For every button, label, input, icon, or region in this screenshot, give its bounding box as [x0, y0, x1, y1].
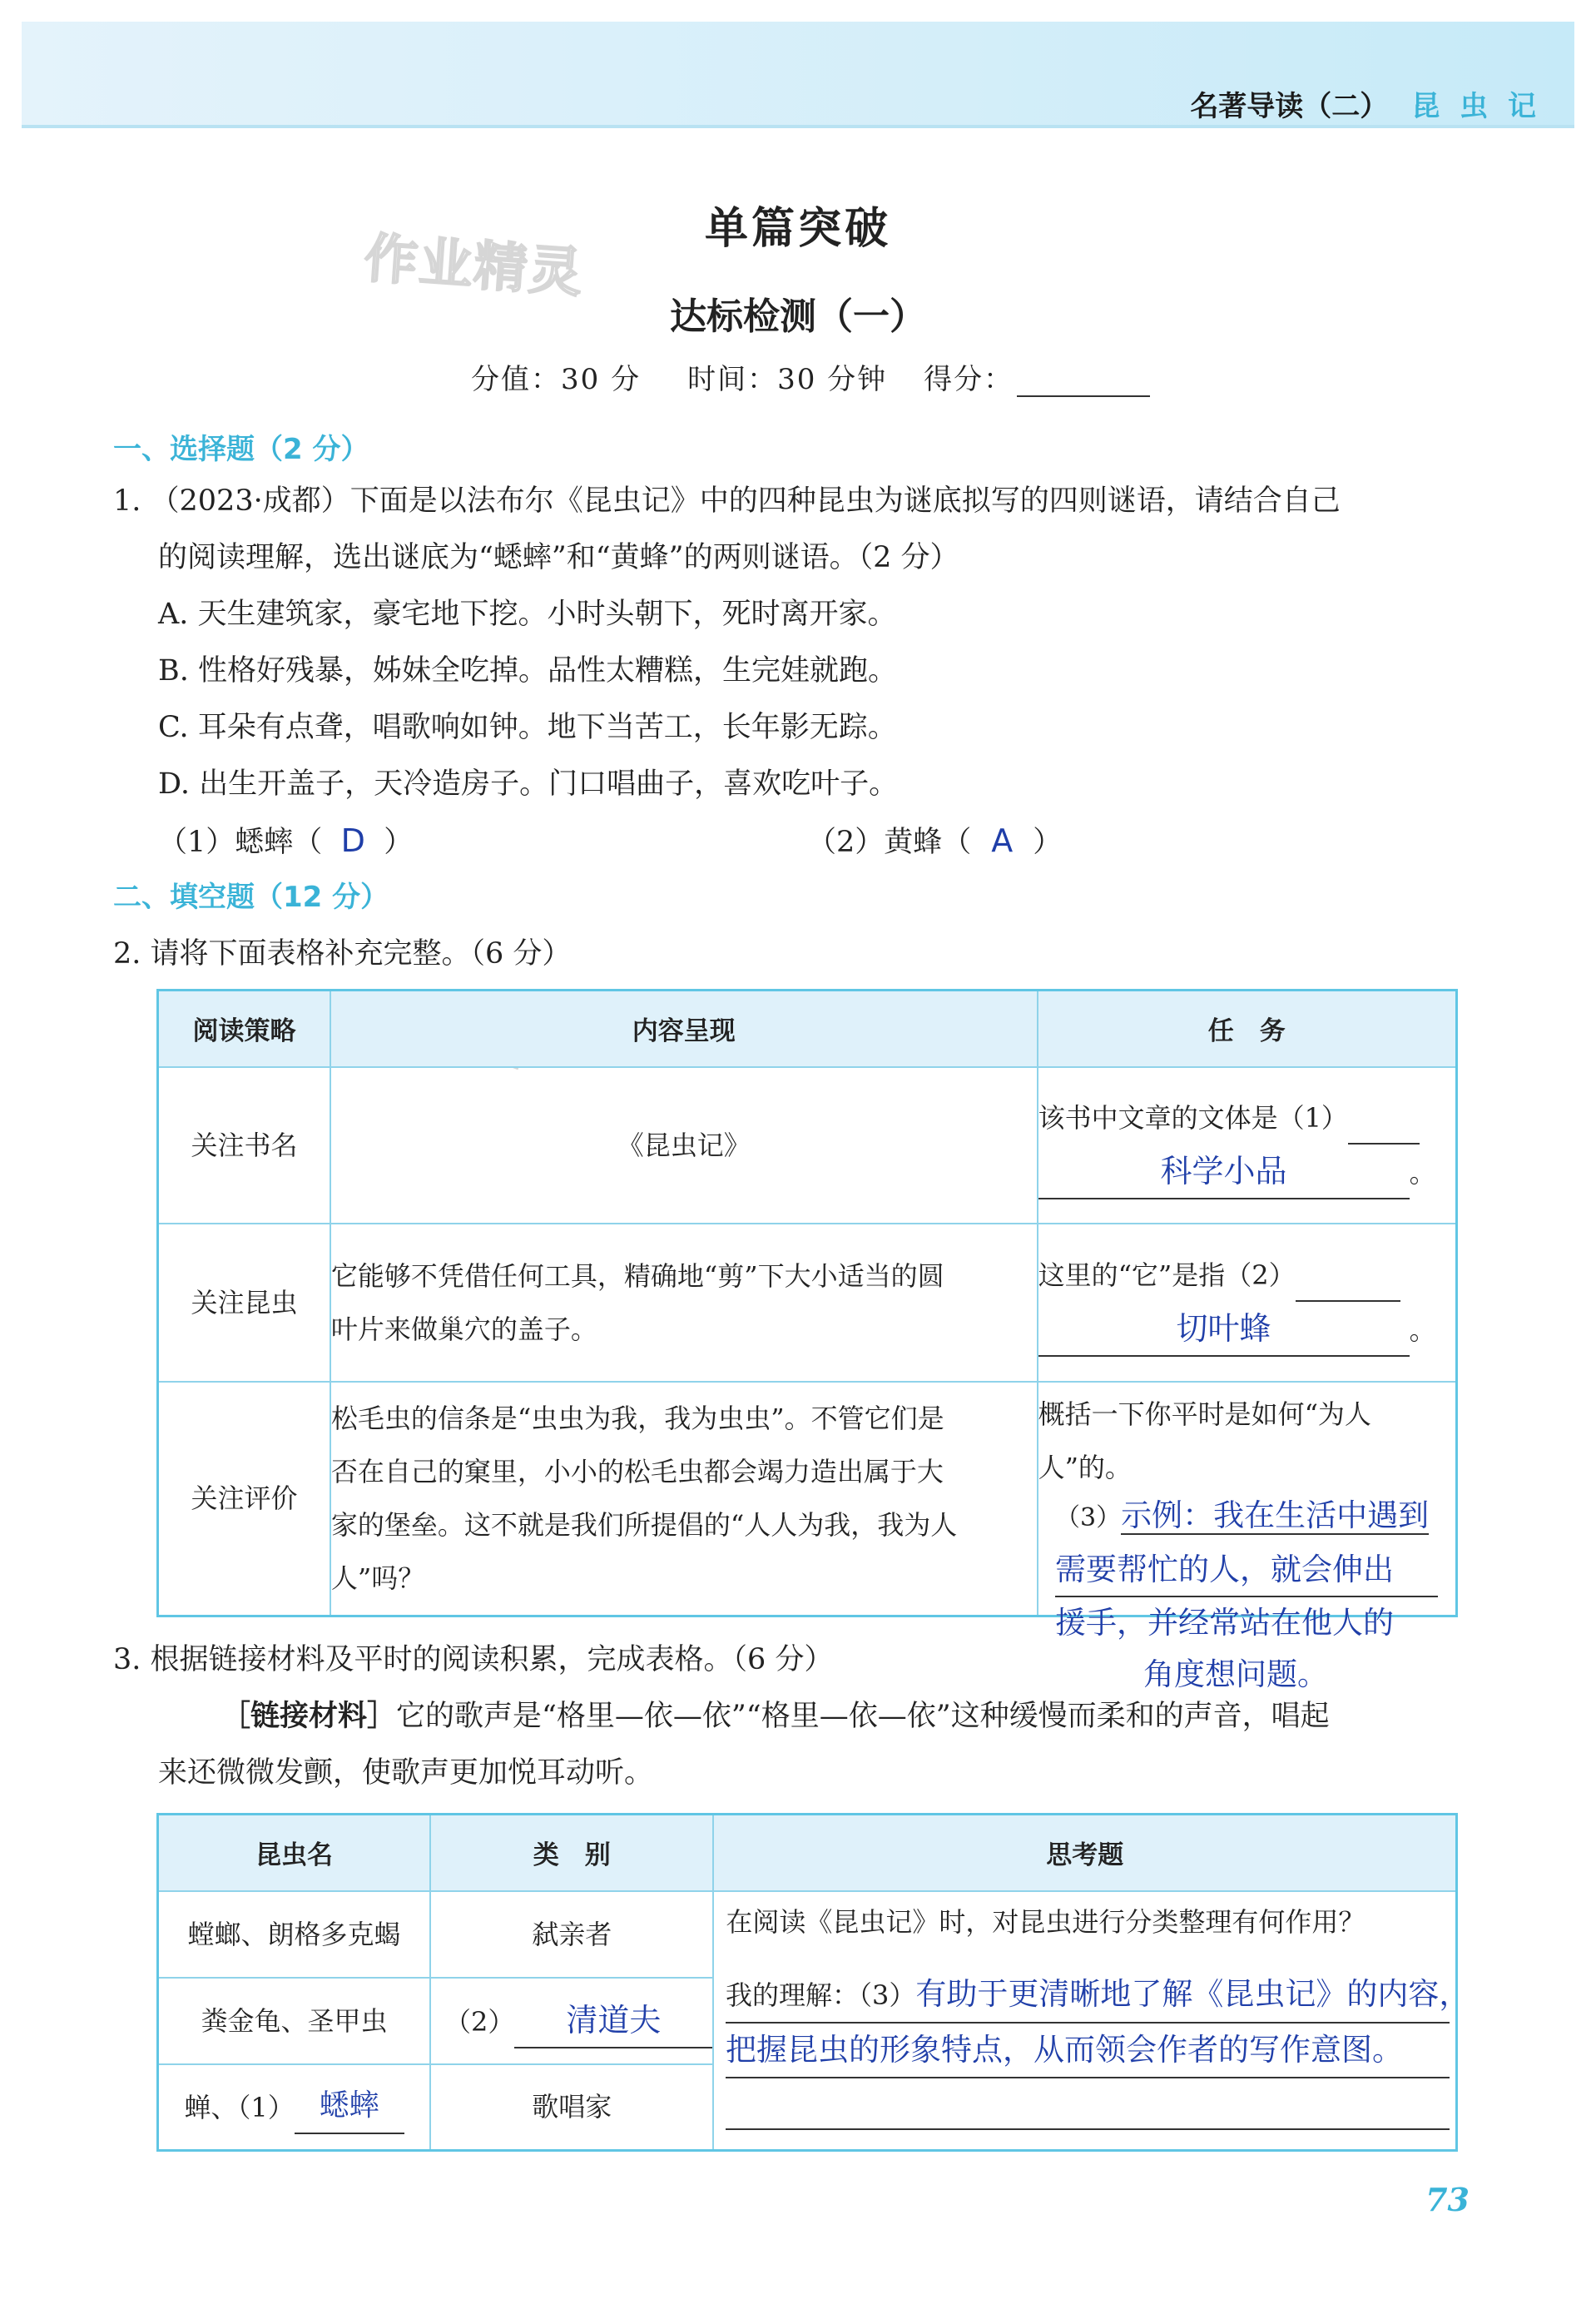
- score-value: 分值：30 分: [471, 363, 642, 396]
- column-header: 昆虫名: [158, 1815, 431, 1891]
- strategy-cell: 关注书名: [158, 1067, 330, 1224]
- link-text: 它的歌声是“格里—依—依”“格里—依—依”这种缓慢而柔和的声音，唱起: [396, 1700, 1330, 1733]
- answer-line: 需要帮忙的人，就会伸出: [1055, 1544, 1438, 1597]
- answer-3-2[interactable]: 清道夫: [514, 1994, 712, 2048]
- content-cell: 《昆虫记》: [330, 1067, 1038, 1224]
- question-1-line-2: 的阅读理解，选出谜底为“蟋蟀”和“黄蜂”的两则谜语。（2 分）: [158, 541, 959, 574]
- sub-question-2-label: （2）黄蜂（: [807, 826, 972, 859]
- link-material: [221, 1688, 1330, 1745]
- task-line: 概括一下你平时是如何“为人: [1038, 1398, 1371, 1430]
- answer-line: 角度想问题。: [1143, 1656, 1328, 1692]
- period: 。: [1409, 1156, 1436, 1189]
- sub-question-1-label: （1）蟋蟀（: [158, 826, 323, 859]
- category-cell: 歌唱家: [430, 2064, 713, 2151]
- content-line: 叶片来做巢穴的盖子。: [330, 1313, 597, 1345]
- question-3-stem: 3. 根据链接材料及平时的阅读积累，完成表格。（6 分）: [113, 1643, 834, 1676]
- answer-line: 示例：我在生活中遇到: [1121, 1497, 1430, 1533]
- paren-close: ）: [1033, 826, 1063, 859]
- answer-3-1[interactable]: 蟋蟀: [295, 2079, 404, 2134]
- link-label: ［链接材料］: [221, 1700, 397, 1733]
- content-line: 人”吗？: [330, 1562, 425, 1595]
- option-a: A. 天生建筑家，豪宅地下挖。小时头朝下，死时离开家。: [158, 598, 897, 631]
- option-b: B. 性格好残暴，姊妹全吃掉。品性太糟糕，生完娃就跑。: [158, 654, 897, 688]
- sub-question-2: [807, 812, 1062, 871]
- answer-1-2[interactable]: A: [991, 822, 1014, 859]
- paren-close: ）: [384, 826, 414, 859]
- section-heading-fill: 二、填空题（12 分）: [113, 881, 389, 914]
- answer-1-1[interactable]: D: [340, 822, 365, 859]
- strategy-cell: 关注昆虫: [158, 1224, 330, 1382]
- insect-name-cell: 粪金龟、圣甲虫: [158, 1978, 431, 2064]
- answer-label: （3）: [1055, 1503, 1122, 1532]
- page-subtitle: 达标检测（一）: [670, 295, 926, 338]
- insect-name-cell: [158, 2064, 431, 2151]
- page-title: 单篇突破: [704, 204, 891, 254]
- category-cell: [430, 1978, 713, 2064]
- strategy-cell: 关注评价: [158, 1382, 330, 1616]
- test-meta: [471, 356, 1150, 397]
- column-header: 任 务: [1038, 991, 1457, 1067]
- column-header: 思考题: [713, 1815, 1456, 1891]
- task-cell: [1038, 1224, 1457, 1382]
- answer-2-3[interactable]: [1055, 1490, 1463, 1701]
- watermark: 作业精灵: [362, 227, 586, 305]
- table-row: [158, 1067, 1457, 1224]
- option-c: C. 耳朵有点聋，唱歌响如钟。地下当苦工，长年影无踪。: [158, 711, 897, 744]
- question-2-stem: 2. 请将下面表格补充完整。（6 分）: [113, 937, 572, 971]
- section-heading-choice: 一、选择题（2 分）: [113, 433, 369, 466]
- book-title: 昆 虫 记: [1411, 90, 1541, 123]
- answer-2-2[interactable]: 切叶蜂: [1038, 1302, 1410, 1357]
- running-header: [1190, 83, 1541, 124]
- score-blank[interactable]: [1017, 367, 1150, 397]
- content-line: 它能够不凭借任何工具，精确地“剪”下大小适当的圆: [330, 1259, 944, 1292]
- sub-question-1: [158, 812, 413, 871]
- insect-name-cell: 螳螂、朗格多克蝎: [158, 1891, 431, 1978]
- task-line: 人”的。: [1038, 1451, 1132, 1483]
- blank-label: （2）: [444, 2005, 515, 2038]
- time-value: 时间：30 分钟: [687, 363, 888, 396]
- content-line: 松毛虫的信条是“虫虫为我，我为虫虫”。不管它们是: [330, 1403, 944, 1435]
- period: 。: [1409, 1313, 1436, 1346]
- table-row: [158, 1891, 1457, 1978]
- option-d: D. 出生开盖子，天冷造房子。门口唱曲子，喜欢吃叶子。: [158, 767, 899, 801]
- answer-line: 援手，并经常站在他人的: [1055, 1605, 1394, 1641]
- table-header-row: [158, 1815, 1457, 1891]
- answer-3-3-line-1[interactable]: 有助于更清晰地了解《昆虫记》的内容，: [915, 1976, 1470, 2012]
- content-cell: [330, 1224, 1038, 1382]
- page-number: 73: [1425, 2181, 1470, 2218]
- series-title: 名著导读（二）: [1190, 90, 1389, 123]
- score-got-label: 得分：: [924, 363, 1014, 396]
- column-header: 阅读策略: [158, 991, 330, 1067]
- content-line: 家的堡垒。这不就是我们所提倡的“人人为我，我为人: [330, 1509, 958, 1542]
- task-prompt: 该书中文章的文体是（1）: [1038, 1101, 1348, 1134]
- column-header: 内容呈现: [330, 991, 1038, 1067]
- answer-2-1[interactable]: 科学小品: [1038, 1145, 1410, 1199]
- answer-3-3-line-2[interactable]: 把握昆虫的形象特点，从而领会作者的写作意图。: [726, 2024, 1450, 2078]
- answer-blank-line: [726, 2078, 1450, 2130]
- table-row: [158, 1224, 1457, 1382]
- blank-label: 蝉、（1）: [184, 2092, 295, 2124]
- content-line: 否在自己的窠里，小小的松毛虫都会竭力造出属于大: [330, 1456, 944, 1488]
- thinking-question: 在阅读《昆虫记》时，对昆虫进行分类整理有何作用？: [726, 1905, 1366, 1938]
- understanding: [726, 1968, 1470, 2130]
- column-header: 类 别: [430, 1815, 713, 1891]
- task-cell: [1038, 1067, 1457, 1224]
- content-cell: [330, 1382, 1038, 1616]
- task-prompt: 这里的“它”是指（2）: [1038, 1259, 1296, 1291]
- understanding-label: 我的理解：（3）: [726, 1979, 916, 2011]
- table-header-row: [158, 991, 1457, 1067]
- question-1-line-1: 1. （2023·成都）下面是以法布尔《昆虫记》中的四种昆虫为谜底拟写的四则谜语，请结合自己: [113, 484, 1341, 518]
- category-cell: 弑亲者: [430, 1891, 713, 1978]
- link-material-line-2: 来还微微发颤，使歌声更加悦耳动听。: [158, 1756, 654, 1790]
